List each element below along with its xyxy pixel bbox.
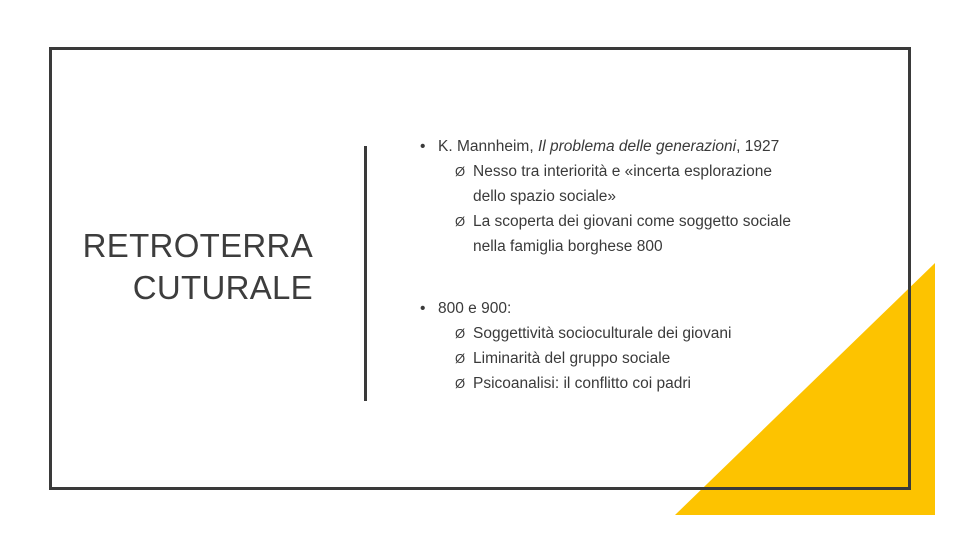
vertical-divider — [364, 146, 367, 401]
sub-item — [400, 321, 800, 346]
title-line-2: CUTURALE — [132, 269, 313, 306]
title-line-1: RETROTERRA — [82, 227, 313, 264]
arrow-bullet-icon: Ø — [455, 376, 466, 391]
arrow-bullet-icon: Ø — [455, 164, 466, 179]
bullet-suffix: , 1927 — [736, 138, 780, 155]
slide-title — [60, 225, 313, 309]
sub-item-text: Nesso tra interiorità e «incerta esplorazione dello spazio sociale» — [473, 163, 772, 205]
sub-item — [400, 346, 800, 371]
book-title: Il problema delle generazioni — [537, 138, 737, 155]
arrow-bullet-icon: Ø — [455, 351, 466, 366]
bullet-icon: • — [420, 138, 426, 155]
bullet-icon: • — [420, 300, 426, 317]
bullet-800-900 — [400, 296, 800, 321]
bullet-text: 800 e 900: — [438, 300, 512, 317]
arrow-bullet-icon: Ø — [455, 326, 466, 341]
sub-item-text: La scoperta dei giovani come soggetto sociale nella famiglia borghese 800 — [473, 213, 791, 255]
sub-item-text: Psicoanalisi: il conflitto coi padri — [473, 375, 691, 392]
sub-item — [400, 371, 800, 396]
sub-item-text: Soggettività socioculturale dei giovani — [473, 325, 732, 342]
sub-item-text: Liminarità del gruppo sociale — [473, 350, 671, 367]
bullet-prefix: K. Mannheim, — [438, 138, 538, 155]
bullet-mannheim — [400, 134, 800, 159]
sub-item — [400, 159, 800, 209]
slide-content — [400, 134, 800, 396]
arrow-bullet-icon: Ø — [455, 214, 466, 229]
sub-item — [400, 209, 800, 259]
